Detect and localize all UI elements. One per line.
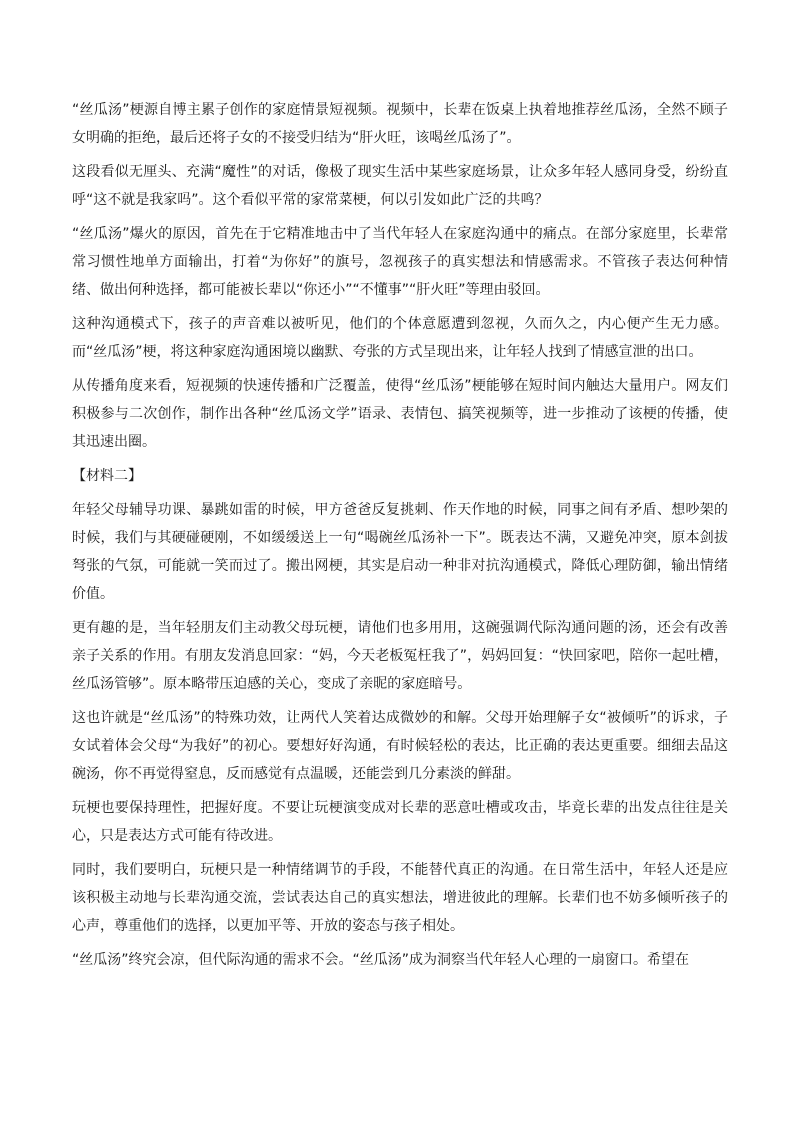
paragraph: 从传播角度来看，短视频的快速传播和广泛覆盖，使得“丝瓜汤”梗能够在短时间内触达大量用户。网友们积极参与二次创作，制作出各种“丝瓜汤文学”语录、表情包、搞笑视频等，进一步推动了该梗的传播，使其迅速出圈。 [72,378,728,450]
paragraph: “丝瓜汤”终究会凉，但代际沟通的需求不会。“丝瓜汤”成为洞察当代年轻人心理的一扇窗口。希望在 [72,952,690,968]
paragraph: 这段看似无厘头、充满“魔性”的对话，像极了现实生活中某些家庭场景，让众多年轻人感同身受，纷纷直呼“这不就是我家吗”。这个看似平常的家常菜梗，何以引发如此广泛的共鸣？ [72,164,728,208]
paragraph: 这也许就是“丝瓜汤”的特殊功效，让两代人笑着达成微妙的和解。父母开始理解子女“被倾听”的诉求，子女试着体会父母“为我好”的初心。要想好好沟通，有时候轻松的表达，比正确的表达更重要。细细去品这碗汤，你不再觉得窒息，反而感觉有点温暖，还能尝到几分素淡的鲜甜。 [72,710,728,782]
paragraph: “丝瓜汤”梗源自博主累子创作的家庭情景短视频。视频中，长辈在饭桌上执着地推荐丝瓜汤，全然不顾子女明确的拒绝，最后还将子女的不接受归结为“肝火旺，该喝丝瓜汤了”。 [72,102,728,146]
document-page [72,96,728,980]
paragraph: 这种沟通模式下，孩子的声音难以被听见，他们的个体意愿遭到忽视，久而久之，内心便产生无力感。而“丝瓜汤”梗，将这种家庭沟通困境以幽默、夸张的方式呈现出来，让年轻人找到了情感宣泄的出口。 [72,316,728,360]
paragraph: 年轻父母辅导功课、暴跳如雷的时候，甲方爸爸反复挑刺、作天作地的时候，同事之间有矛盾、想吵架的时候，我们与其硬碰硬刚，不如缓缓送上一句“喝碗丝瓜汤补一下”。既表达不满，又避免冲突，原本剑拔弩张的气氛，可能就一笑而过了。搬出网梗，其实是启动一种非对抗沟通模式，降低心理防御，输出情绪价值。 [72,502,728,602]
section-heading: 【材料二】 [72,468,142,484]
paragraph: 玩梗也要保持理性，把握好度。不要让玩梗演变成对长辈的恶意吐槽或攻击，毕竟长辈的出发点往往是关心，只是表达方式可能有待改进。 [72,800,728,844]
paragraph: “丝瓜汤”爆火的原因，首先在于它精准地击中了当代年轻人在家庭沟通中的痛点。在部分家庭里，长辈常常习惯性地单方面输出，打着“为你好”的旗号，忽视孩子的真实想法和情感需求。不管孩子表达何种情绪、做出何种选择，都可能被长辈以“你还小”“不懂事”“肝火旺”等理由驳回。 [72,226,728,298]
paragraph: 同时，我们要明白，玩梗只是一种情绪调节的手段，不能替代真正的沟通。在日常生活中，年轻人还是应该积极主动地与长辈沟通交流，尝试表达自己的真实想法，增进彼此的理解。长辈们也不妨多倾听孩子的心声，尊重他们的选择，以更加平等、开放的姿态与孩子相处。 [72,862,728,934]
paragraph: 更有趣的是，当年轻朋友们主动教父母玩梗，请他们也多用用，这碗强调代际沟通问题的汤，还会有改善亲子关系的作用。有朋友发消息回家：“妈，今天老板冤枉我了”，妈妈回复：“快回家吧，陪你一起吐槽，丝瓜汤管够”。原本略带压迫感的关心，变成了亲昵的家庭暗号。 [72,620,728,692]
